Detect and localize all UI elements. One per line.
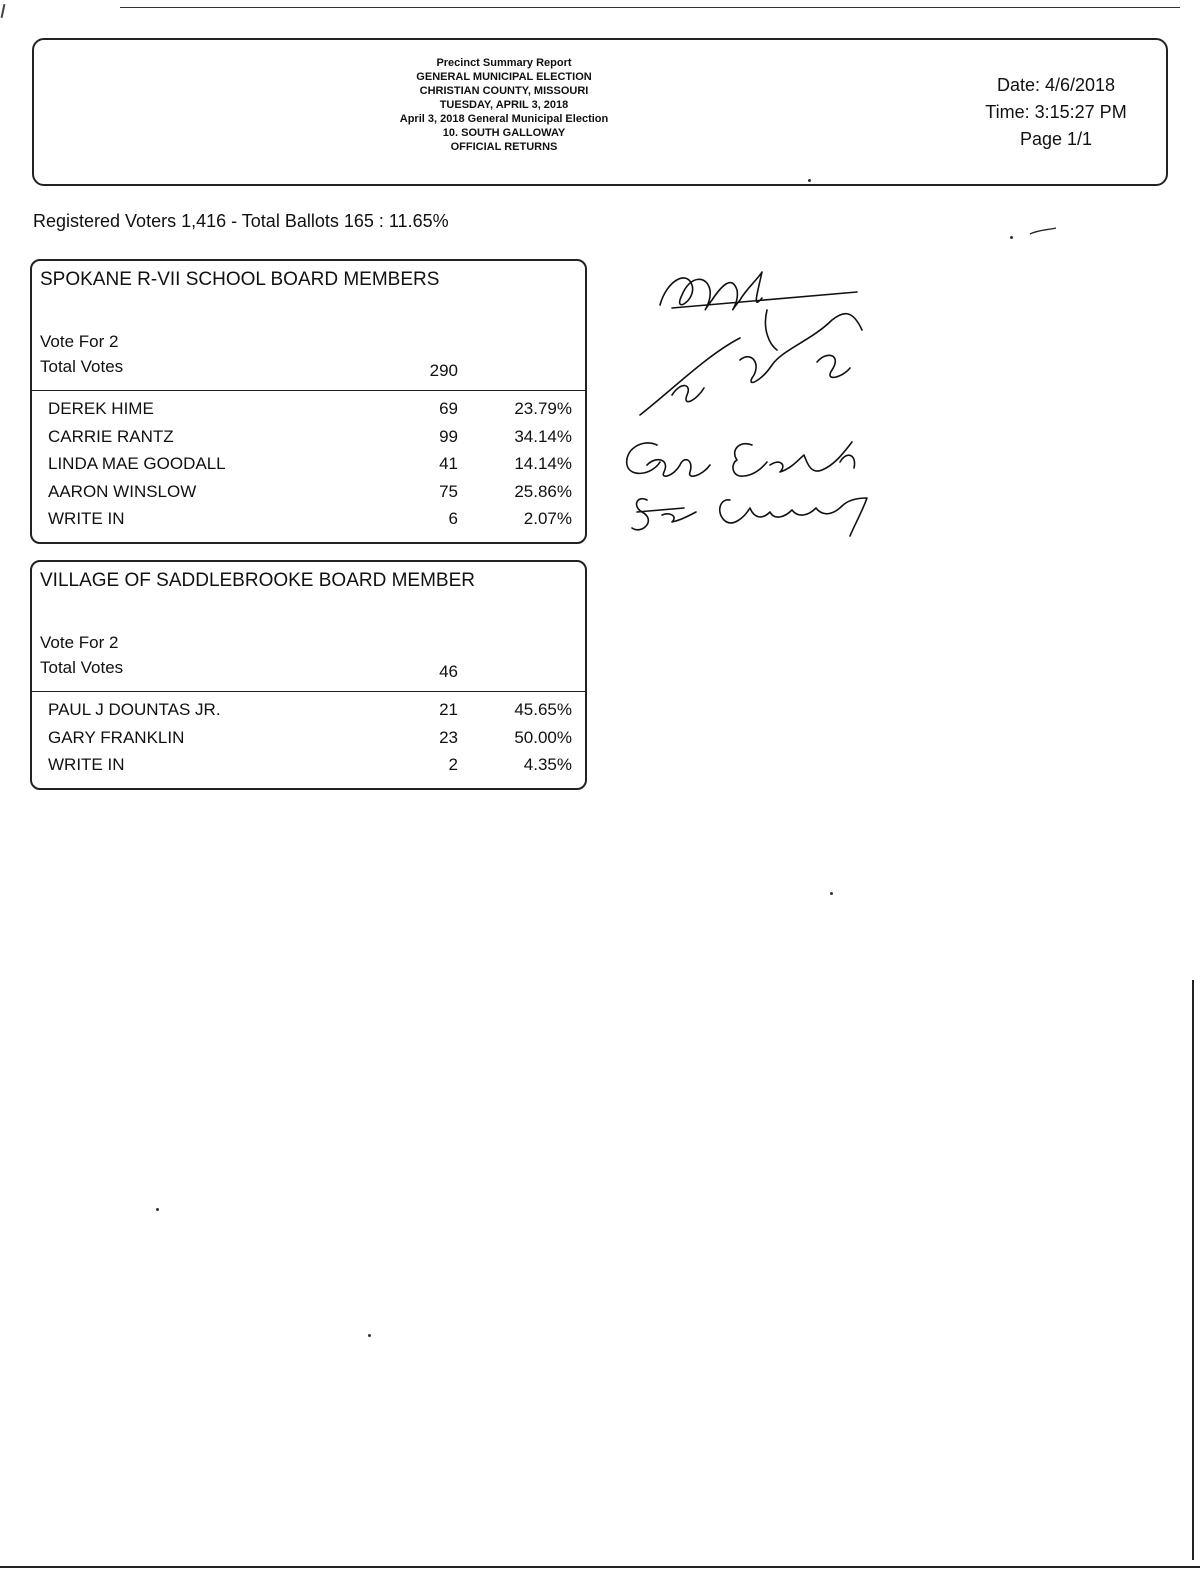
candidate-row — [32, 454, 585, 482]
scan-speck — [1010, 236, 1013, 239]
candidate-votes: 69 — [439, 399, 458, 418]
candidate-percent: 45.65% — [514, 700, 572, 719]
election-day: TUESDAY, APRIL 3, 2018 — [439, 99, 569, 111]
report-title: Precinct Summary Report — [436, 57, 572, 69]
total-votes-label: Total Votes — [40, 658, 124, 677]
race-title: SPOKANE R-VII SCHOOL BOARD MEMBERS — [40, 269, 440, 290]
race-title: VILLAGE OF SADDLEBROOKE BOARD MEMBER — [40, 570, 475, 591]
signatures — [612, 250, 892, 550]
candidate-row — [32, 509, 585, 537]
scan-mark — [1, 4, 6, 18]
election-name: GENERAL MUNICIPAL ELECTION — [416, 71, 592, 83]
candidate-row — [32, 728, 585, 756]
candidate-row — [32, 427, 585, 455]
scan-mark — [1028, 226, 1058, 238]
candidate-name: WRITE IN — [48, 755, 125, 774]
candidate-list — [32, 700, 585, 783]
divider — [32, 691, 585, 692]
candidate-name: AARON WINSLOW — [48, 481, 197, 501]
candidate-percent: 4.35% — [523, 755, 572, 774]
candidate-name: DEREK HIME — [48, 399, 154, 418]
total-votes-label: Total Votes — [40, 357, 124, 376]
candidate-name: PAUL J DOUNTAS JR. — [48, 700, 221, 719]
scan-edge — [1192, 980, 1194, 1560]
candidate-percent: 25.86% — [514, 481, 572, 501]
vote-for: Vote For 2 — [40, 633, 119, 652]
candidate-name: LINDA MAE GOODALL — [48, 454, 226, 473]
report-title-block — [334, 56, 674, 154]
candidate-votes: 2 — [448, 755, 458, 774]
signature-4 — [632, 498, 867, 536]
candidate-row — [32, 399, 585, 427]
race-school-board — [30, 259, 587, 544]
candidate-percent: 34.14% — [514, 426, 572, 446]
candidate-votes: 6 — [448, 509, 458, 528]
candidate-list — [32, 399, 585, 537]
county-name: CHRISTIAN COUNTY, MISSOURI — [419, 85, 589, 97]
page-number: Page 1/1 — [1019, 129, 1093, 149]
election-full-name: April 3, 2018 General Municipal Election — [399, 113, 609, 125]
candidate-name: GARY FRANKLIN — [48, 727, 185, 747]
signature-3 — [627, 442, 855, 476]
scan-speck — [368, 1334, 371, 1337]
scan-bottom-line — [0, 1566, 1200, 1568]
candidate-row — [32, 482, 585, 510]
race-village-board — [30, 560, 587, 790]
candidate-percent: 14.14% — [514, 454, 572, 473]
report-date: Date: 4/6/2018 — [996, 75, 1116, 95]
report-header — [32, 38, 1168, 186]
report-time: Time: 3:15:27 PM — [985, 102, 1127, 122]
candidate-votes: 23 — [439, 727, 458, 747]
scan-speck — [156, 1208, 159, 1211]
precinct-name: 10. SOUTH GALLOWAY — [442, 127, 566, 139]
turnout-summary: Registered Voters 1,416 - Total Ballots 165 : 11.65% — [33, 211, 449, 231]
returns-status: OFFICIAL RETURNS — [450, 141, 558, 153]
candidate-row — [32, 700, 585, 728]
candidate-votes: 41 — [439, 454, 458, 473]
candidate-row — [32, 755, 585, 783]
signature-2 — [640, 314, 862, 415]
candidate-percent: 23.79% — [514, 399, 572, 418]
scan-speck — [830, 892, 833, 895]
candidate-votes: 75 — [439, 481, 458, 501]
signature-1 — [660, 272, 857, 350]
candidate-percent: 2.07% — [523, 509, 572, 528]
candidate-votes: 99 — [439, 426, 458, 446]
total-votes-value: 290 — [429, 361, 458, 380]
candidate-percent: 50.00% — [514, 727, 572, 747]
scan-speck — [808, 179, 811, 182]
candidate-votes: 21 — [439, 700, 458, 719]
candidate-name: CARRIE RANTZ — [48, 426, 174, 446]
divider — [32, 390, 585, 391]
report-meta — [956, 72, 1156, 153]
total-votes-value: 46 — [439, 662, 458, 681]
scan-top-line — [120, 7, 1180, 8]
vote-for: Vote For 2 — [40, 332, 119, 351]
candidate-name: WRITE IN — [48, 509, 125, 528]
